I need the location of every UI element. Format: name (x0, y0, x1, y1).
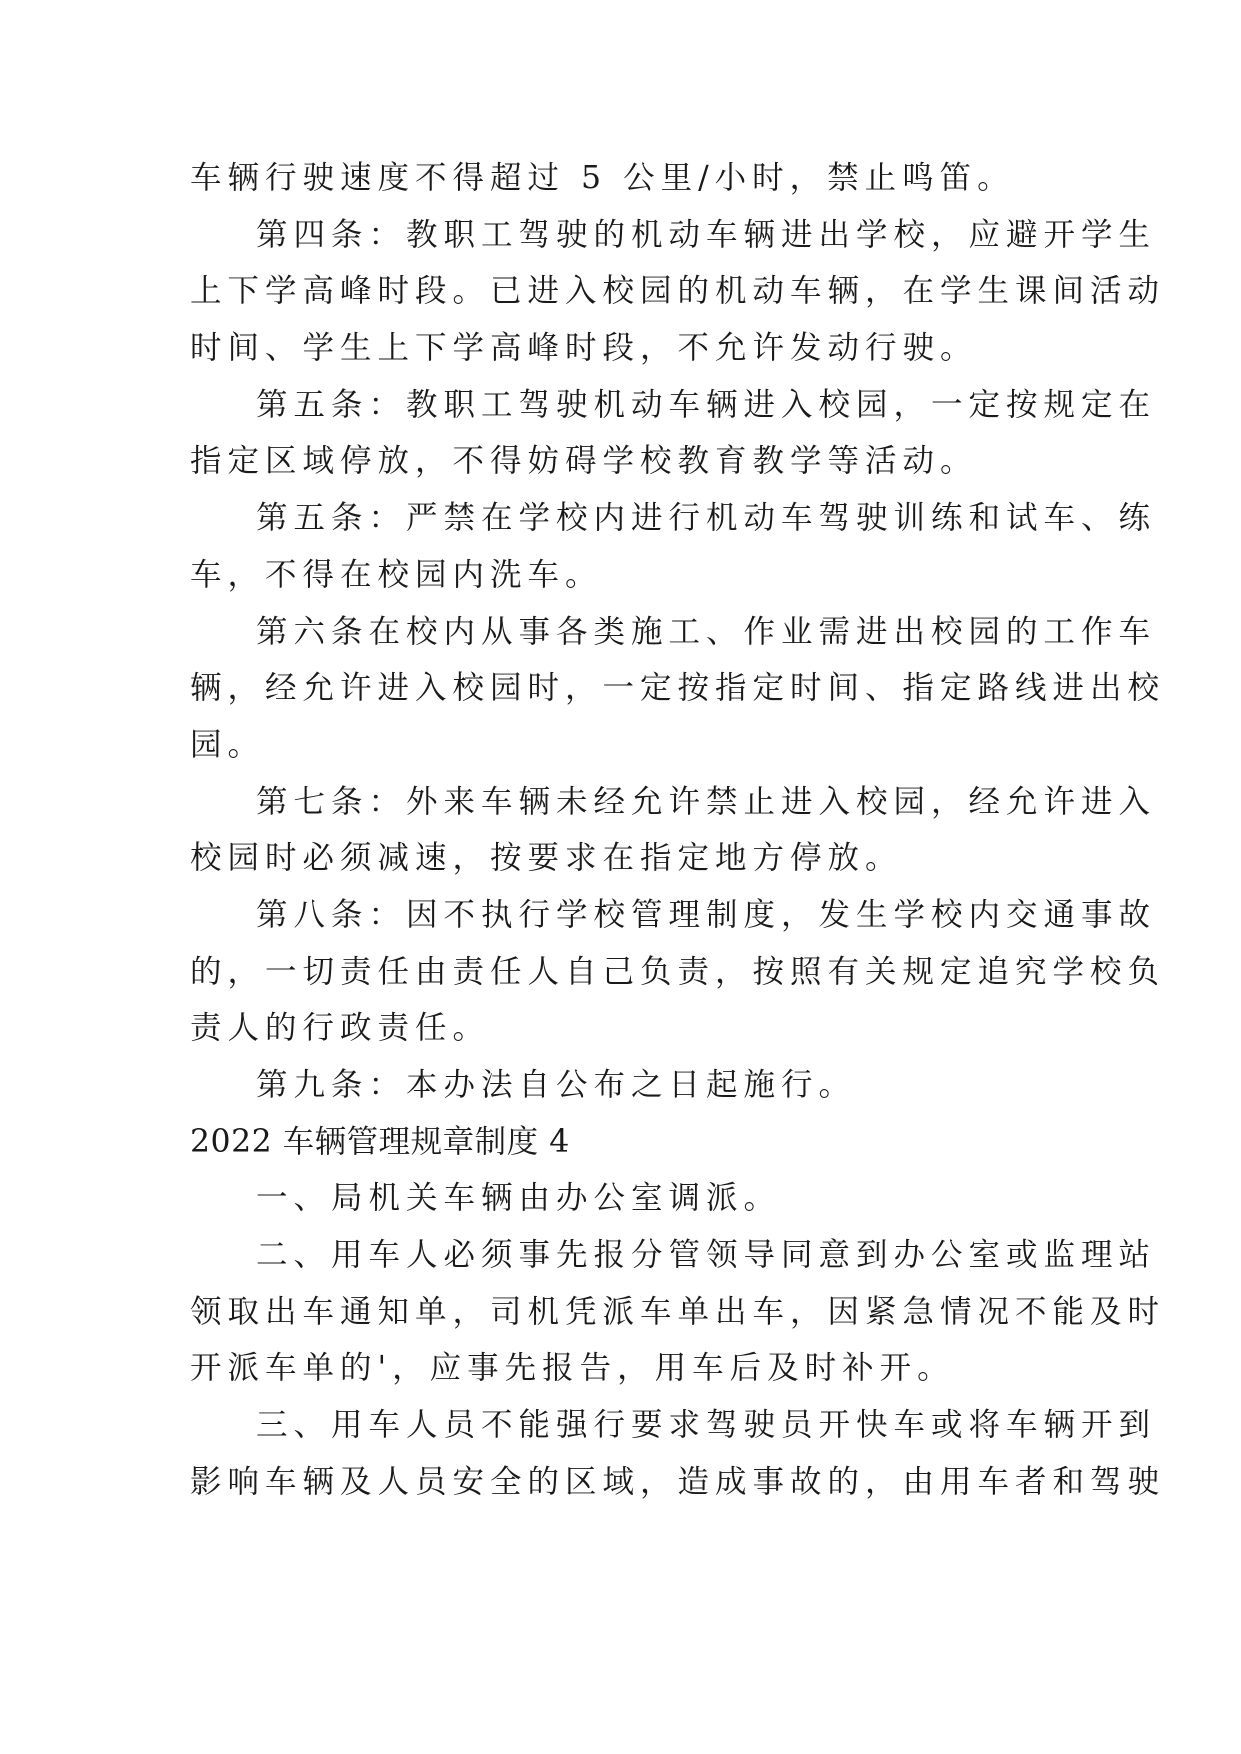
text-line: 领取出车通知单，司机凭派车单出车，因紧急情况不能及时 (190, 1293, 1166, 1330)
item-1-line: 一、局机关车辆由办公室调派。 (256, 1180, 782, 1217)
article-4-line: 第四条：教职工驾驶的机动车辆进出学校，应避开学生 (256, 216, 1157, 253)
text-line: 车辆行驶速度不得超过 5 公里/小时，禁止鸣笛。 (190, 160, 1015, 196)
text-line: 校园时必须减速，按要求在指定地方停放。 (190, 840, 903, 877)
item-3-line: 三、用车人员不能强行要求驾驶员开快车或将车辆开到 (256, 1407, 1157, 1444)
text-line: 辆，经允许进入校园时，一定按指定时间、指定路线进出校 (190, 670, 1166, 707)
text-line: 影响车辆及人员安全的区域，造成事故的，由用车者和驾驶 (190, 1463, 1166, 1500)
text-line: 园。 (190, 726, 266, 763)
text-line: 上下学高峰时段。已进入校园的机动车辆，在学生课间活动 (190, 273, 1166, 310)
text-line: 时间、学生上下学高峰时段，不允许发动行驶。 (190, 330, 978, 367)
item-2-line: 二、用车人必须事先报分管领导同意到办公室或监理站 (256, 1237, 1157, 1274)
text-line: 开派车单的'，应事先报告，用车后及时补开。 (190, 1350, 955, 1387)
text-line: 车，不得在校园内洗车。 (190, 556, 603, 593)
text-line: 的，一切责任由责任人自己负责，按照有关规定追究学校负 (190, 953, 1166, 990)
article-8-line: 第八条：因不执行学校管理制度，发生学校内交通事故 (256, 896, 1157, 933)
article-7-line: 第七条：外来车辆未经允许禁止进入校园，经允许进入 (256, 783, 1157, 820)
section-heading: 2022 车辆管理规章制度 4 (190, 1123, 570, 1160)
article-9-line: 第九条：本办法自公布之日起施行。 (256, 1067, 857, 1103)
article-6-line: 第六条在校内从事各类施工、作业需进出校园的工作车 (256, 613, 1157, 650)
article-5b-line: 第五条：严禁在学校内进行机动车驾驶训练和试车、练 (256, 500, 1157, 537)
text-line: 指定区域停放，不得妨碍学校教育教学等活动。 (190, 443, 978, 480)
article-5-line: 第五条：教职工驾驶机动车辆进入校园，一定按规定在 (256, 386, 1157, 423)
text-line: 责人的行政责任。 (190, 1010, 491, 1047)
document-body (190, 150, 1166, 1511)
